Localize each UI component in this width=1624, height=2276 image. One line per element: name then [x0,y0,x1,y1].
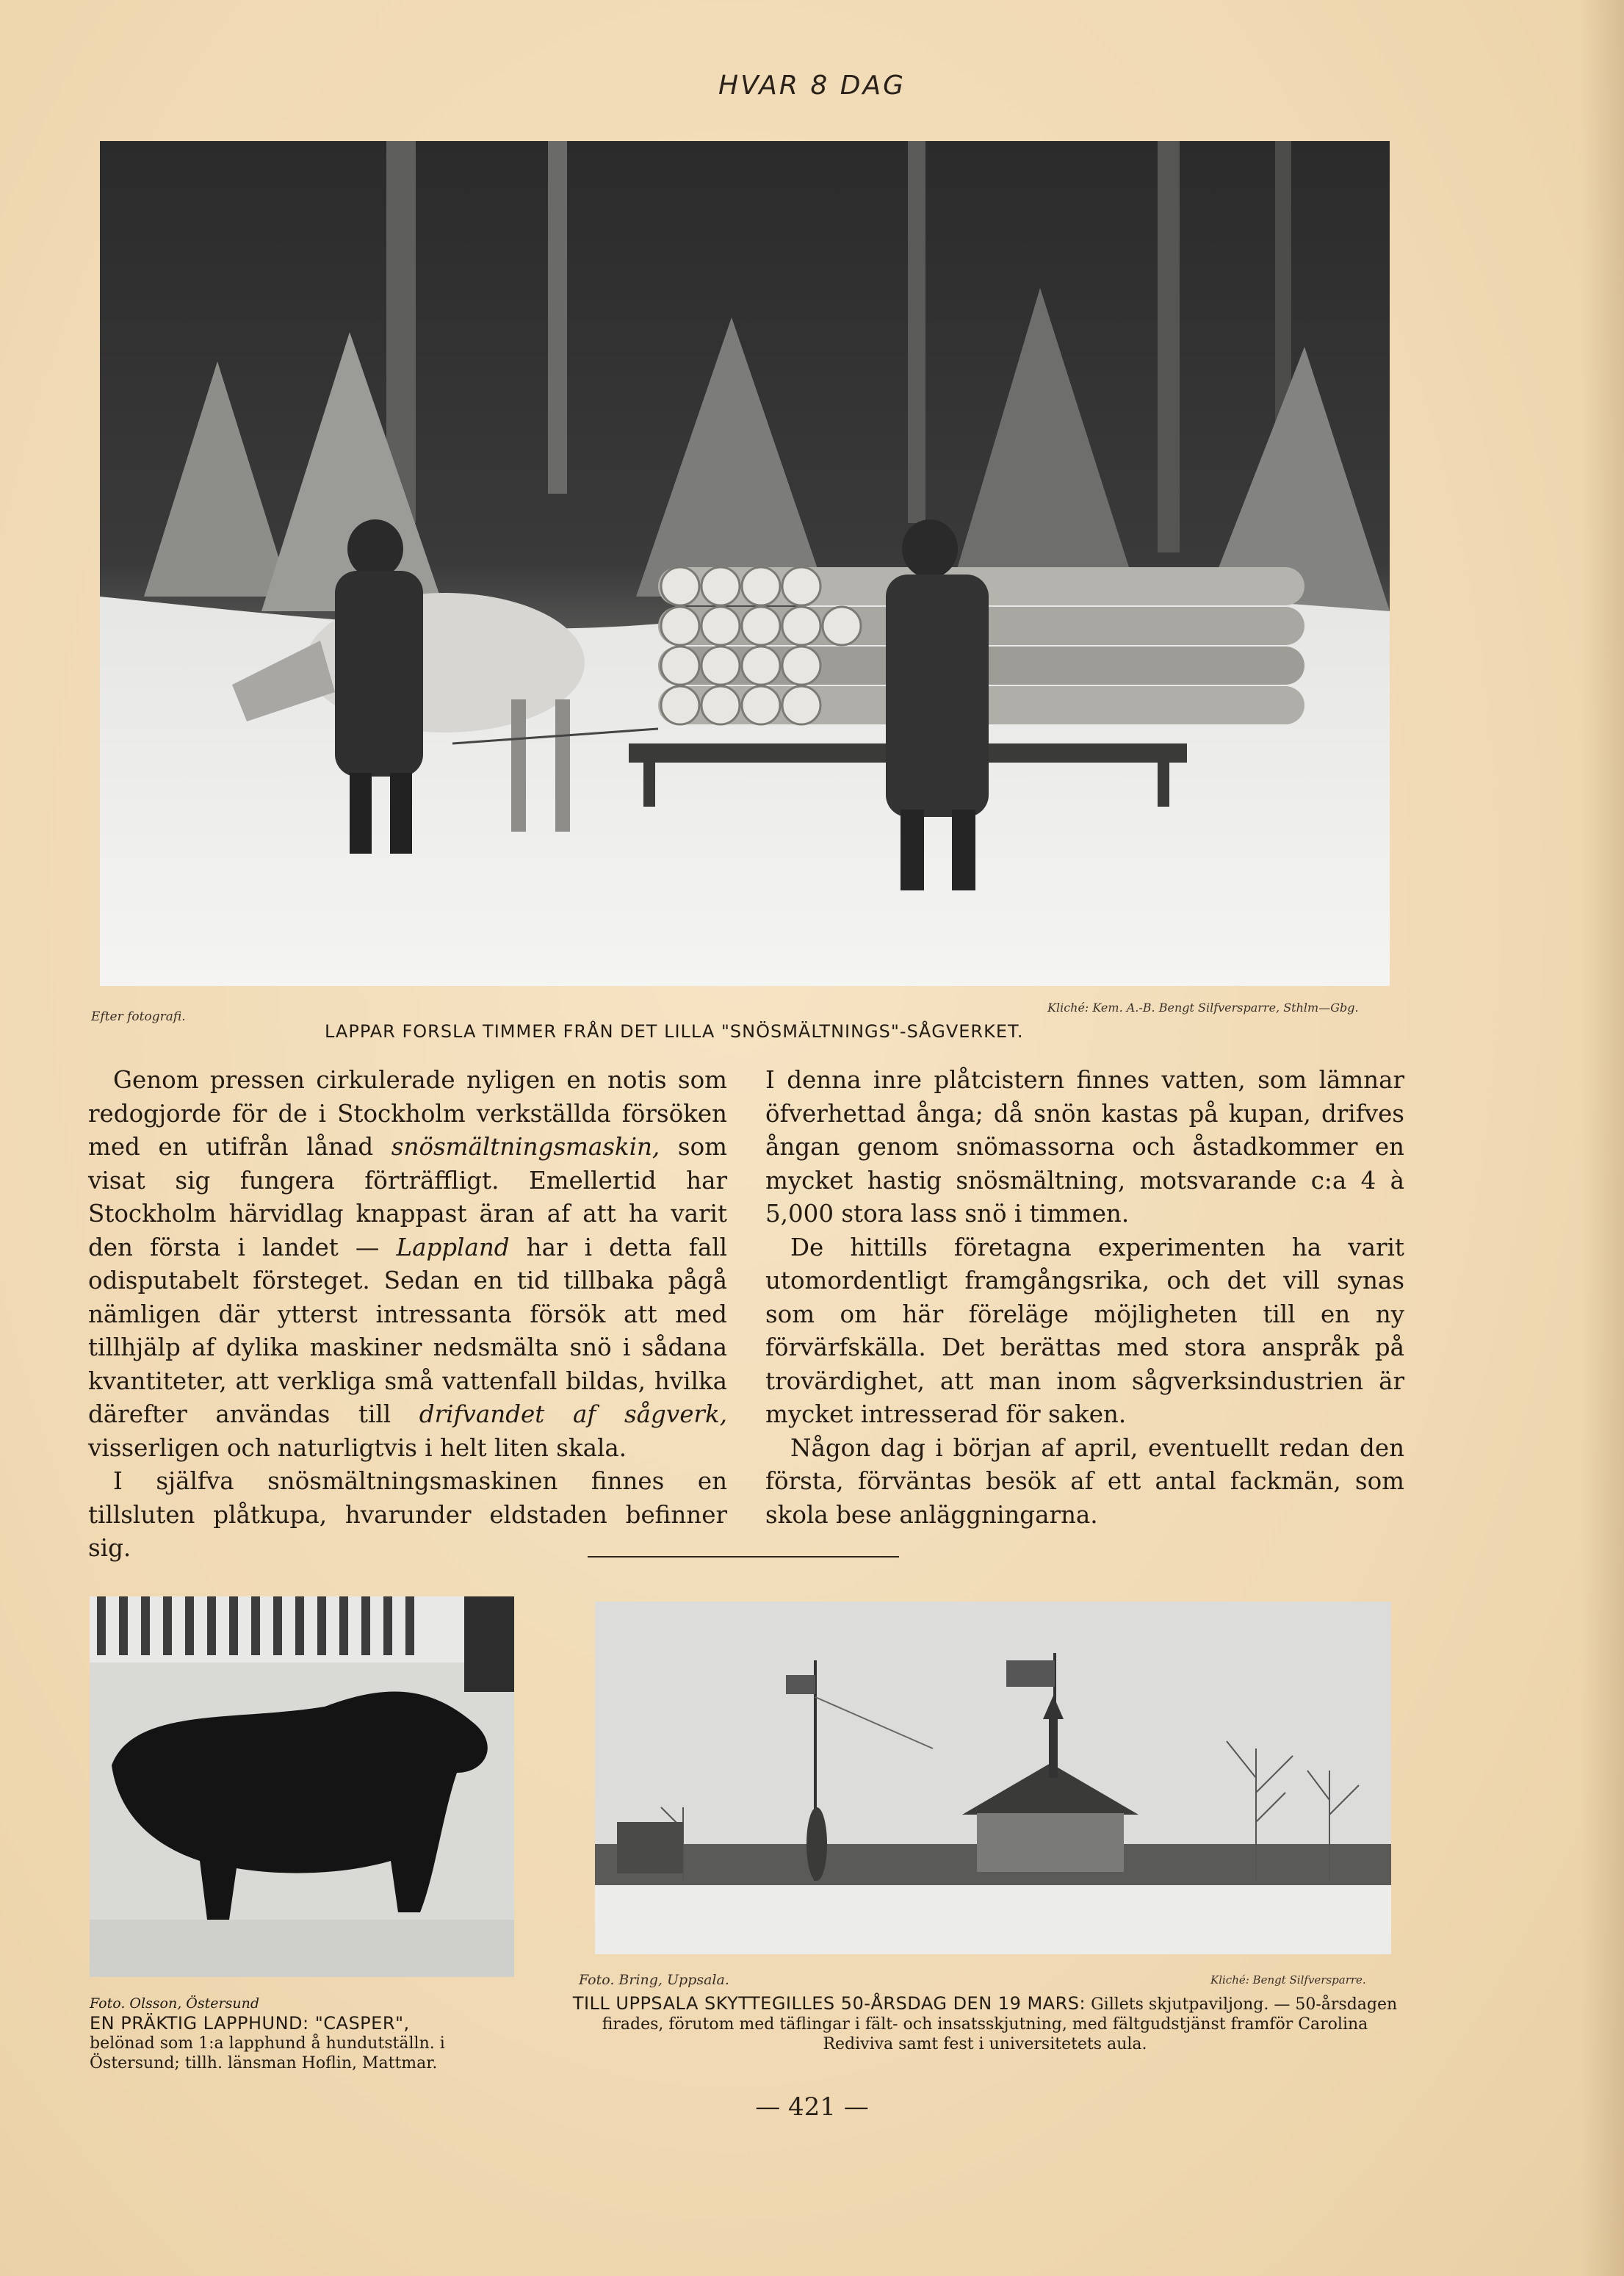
article-paragraph: Någon dag i början af april, eventuellt redan den första, förväntas besök af ett antal fackmän, som skola bese anläggningarna. [765,1433,1404,1529]
pavilion-photo-caption-title: TILL UPPSALA SKYTTEGILLES 50-ÅRSDAG DEN 19 MARS: [572,1993,1086,2014]
reindeer-sled-photo [100,141,1390,986]
dog-photo-caption [90,1994,530,2073]
article-right-column [765,1064,1404,1532]
page-edge-shadow [1580,0,1624,2276]
article-paragraph: I denna inre plåtcistern finnes vatten, som lämnar öfverhettad ånga; då snön kastas på kupan, drifves ångan genom snömassorna och åstadkommer en mycket hastig snösmältning, motsvarande c:a 4 à 5,000 stora lass snö i timmen. [765,1066,1404,1228]
main-photo-caption: LAPPAR FORSLA TIMMER FRÅN DET LILLA "SNÖSMÄLTNINGS"-SÅGVERKET. [325,1021,1024,1042]
pavilion-photo-credit-right: Kliché: Bengt Silfversparre. [1210,1973,1366,1987]
article-emphasis: drifvandet af sågverk, [419,1400,727,1428]
dog-photo-caption-title: EN PRÄKTIG LAPPHUND: "CASPER", [90,2013,410,2034]
main-photo-credit-left: Efter fotografi. [91,1009,186,1024]
page-number: — 421 — [755,2092,869,2122]
pavilion-photo-credit-left: Foto. Bring, Uppsala. [579,1972,729,1988]
article-paragraph: I själfva snösmältningsmaskinen finnes en tillsluten plåtkupa, hvarunder eldstaden befinner sig. [88,1467,727,1562]
article-emphasis: Lappland [396,1233,510,1261]
article-text: Genom pressen cirkulerade nyligen en notis som redogjorde för de i Stockholm verkställda försöken med en utifrån lånad [88,1066,727,1161]
pavilion-photo [595,1602,1391,1954]
dog-photo-credit: Foto. Olsson, Östersund [90,1995,259,2012]
running-title: HVAR 8 DAG [718,71,906,101]
pavilion-photo-caption-text: Gillets skjutpaviljong. — 50-årsdagen firades, förutom med täflingar i fält- och insatsskjutning, med fältgudstjänst framför Carolina Rediviva samt fest i universitetets aula. [602,1995,1398,2053]
pavilion-photo-caption [571,1994,1399,2054]
article-text: visserligen och naturligtvis i helt liten skala. [88,1433,627,1462]
main-photo-credit-right: Kliché: Kem. A.-B. Bengt Silfversparre, Sthlm—Gbg. [1047,1001,1359,1015]
article-left-column [88,1064,727,1566]
article-paragraph: De hittills företagna experimenten ha varit utomordentligt framgångsrika, och det vill synas som om här föreläge möjligheten till en ny förvärfskälla. Det berättas med stora anspråk på trovärdighet, att man inom sågverksindustrien är mycket intresserad för saken. [765,1233,1404,1428]
section-divider [588,1556,899,1557]
article-text: har i detta fall odisputabelt försteget. Sedan en tid tillbaka pågå nämligen där ytterst intressanta försök att med tillhjälp af dylika maskiner nedsmälta snö i sådana kvantiteter, att verkliga små vattenfall bildas, hvilka därefter användas till [88,1233,727,1428]
article-emphasis: snösmältningsmaskin, [391,1133,660,1161]
dog-photo [90,1596,514,1977]
article-text: som visat sig fungera förträffligt. Emellertid har Stockholm härvidlag knappast äran af att ha varit den första i landet — [88,1133,727,1261]
dog-photo-caption-text: belönad som 1:a lapphund å hundutställn. i Östersund; tillh. länsman Hoflin, Mattmar. [90,2034,445,2072]
article-paragraph [88,1064,727,1465]
